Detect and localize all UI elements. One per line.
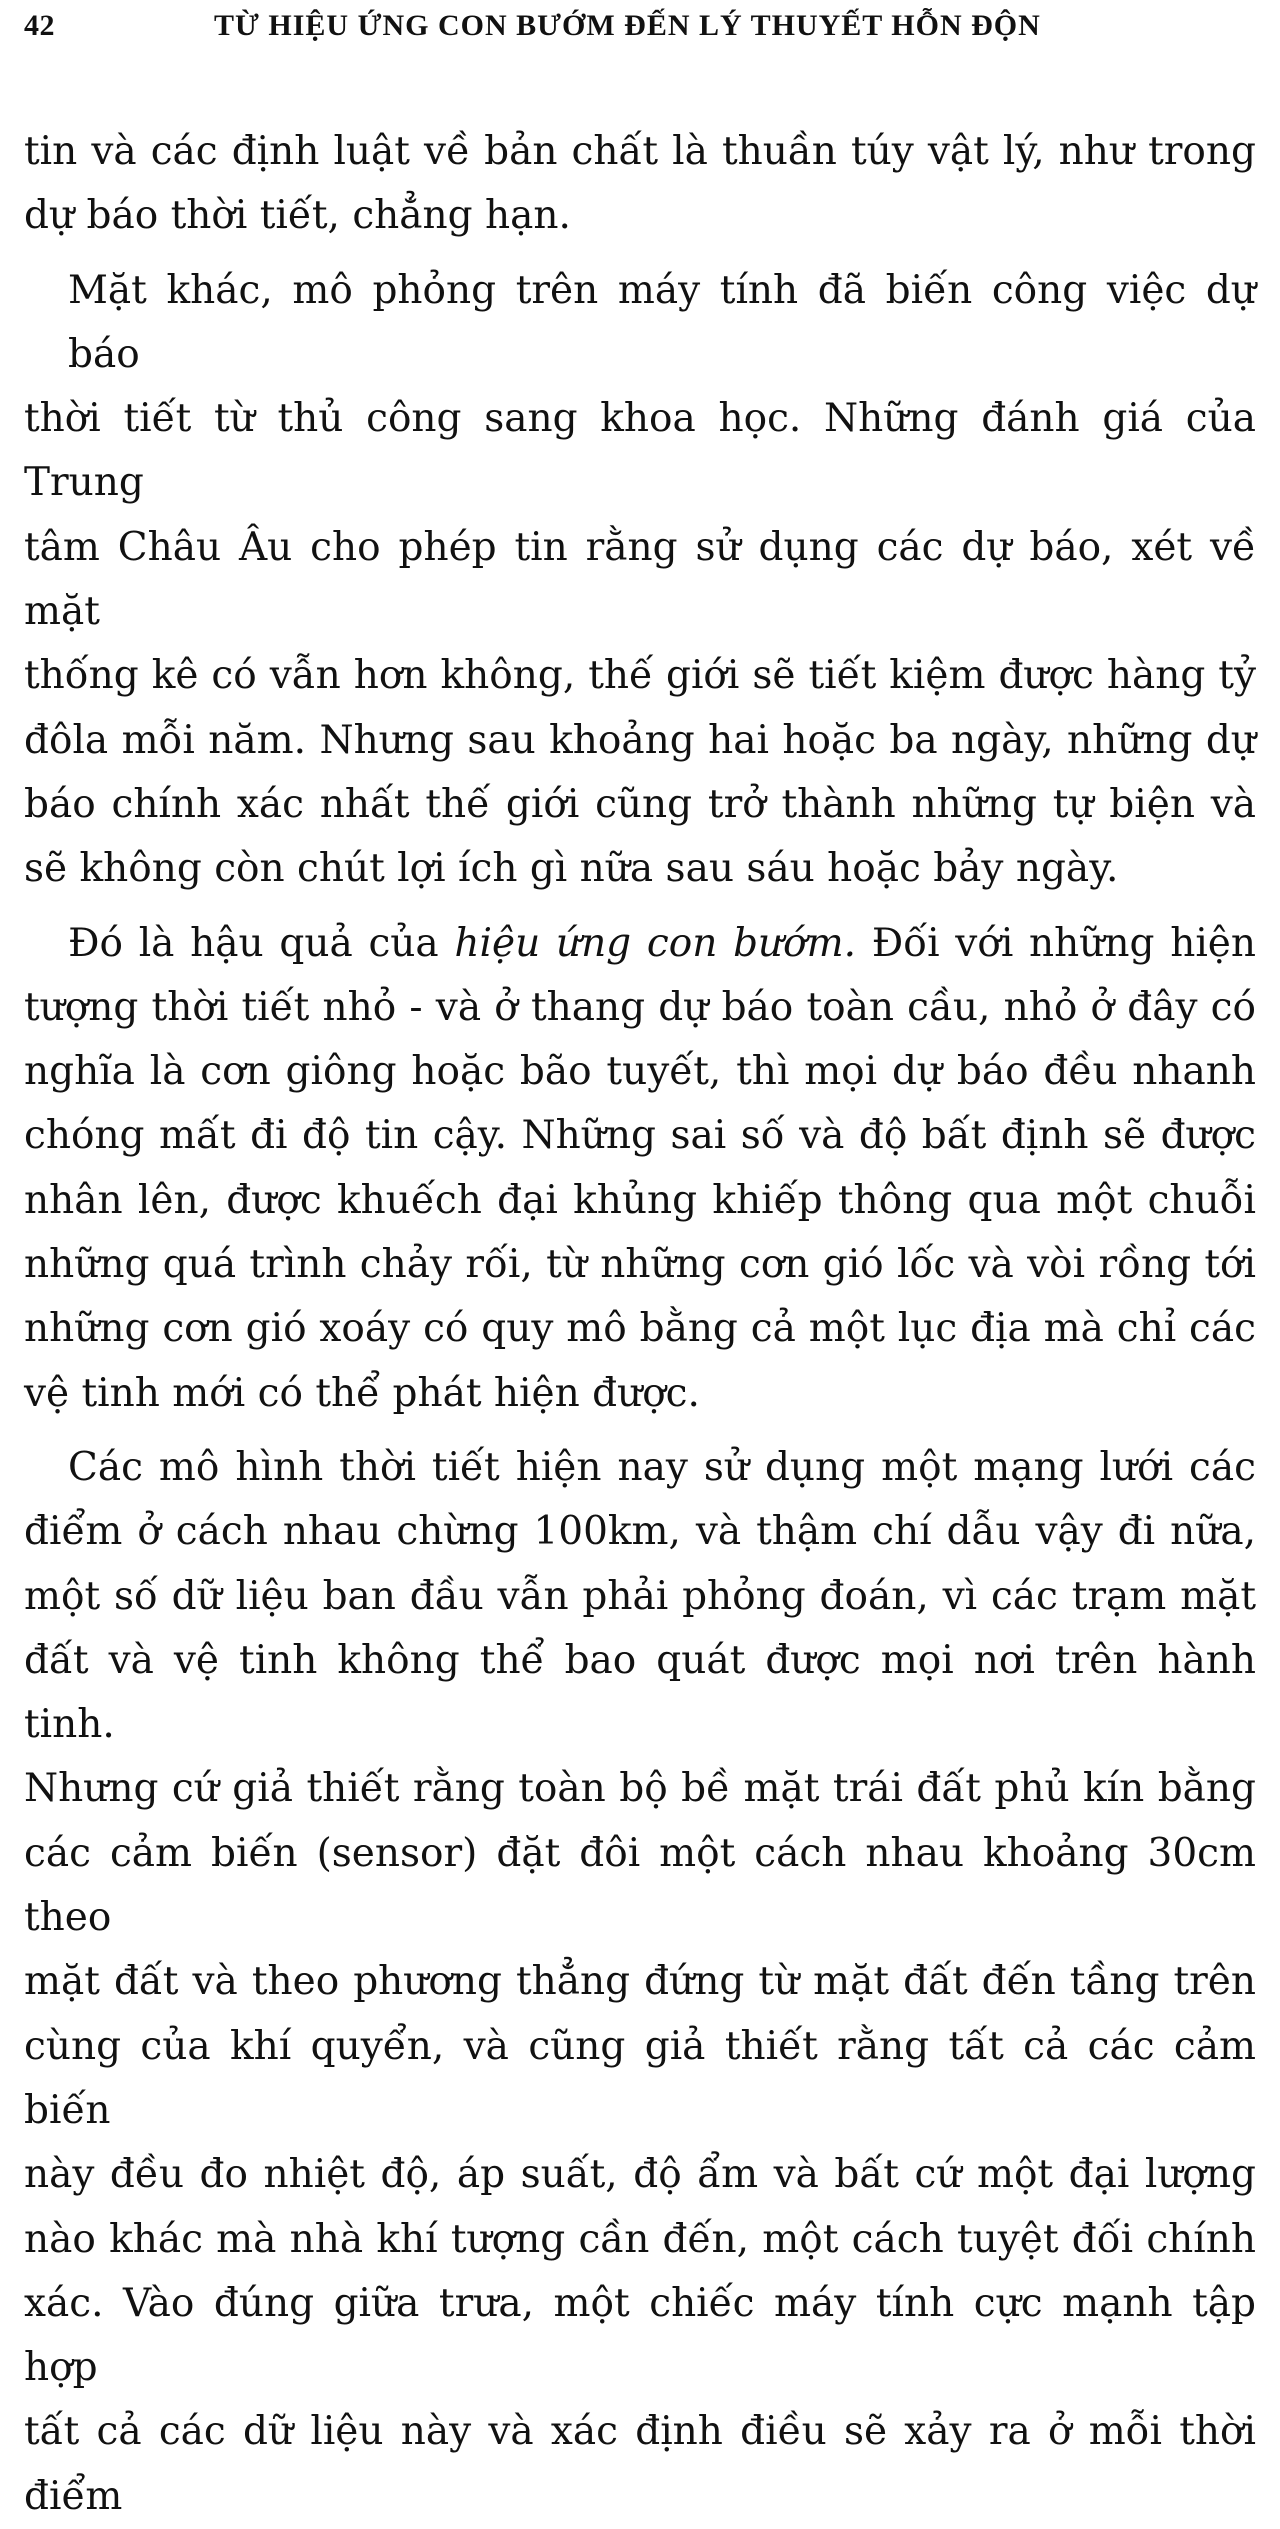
text-line: Các mô hình thời tiết hiện nay sử dụng một mạng lưới các	[68, 1444, 1256, 1490]
running-title: TỪ HIỆU ỨNG CON BƯỚM ĐẾN LÝ THUYẾT HỖN ĐỘN	[214, 9, 1041, 42]
text-line: thời tiết từ thủ công sang khoa học. Những đánh giá của Trung	[24, 396, 1256, 506]
text-line: những cơn gió xoáy có quy mô bằng cả một lục địa mà chỉ các	[24, 1306, 1256, 1352]
paragraph-1	[24, 120, 1256, 249]
text-line: Nhưng cứ giả thiết rằng toàn bộ bề mặt trái đất phủ kín bằng	[24, 1766, 1256, 1812]
text-line: tâm Châu Âu cho phép tin rằng sử dụng các dự báo, xét về mặt	[24, 524, 1256, 635]
body-text	[24, 120, 1256, 2529]
text-line: cùng của khí quyển, và cũng giả thiết rằng tất cả các cảm biến	[24, 2023, 1256, 2133]
text-line: tượng thời tiết nhỏ - và ở thang dự báo toàn cầu, nhỏ ở đây có	[24, 984, 1256, 1030]
text-line: đất và vệ tinh không thể bao quát được mọi nơi trên hành tinh.	[24, 1637, 1256, 1748]
text-line: vệ tinh mới có thể phát hiện được.	[24, 1370, 700, 1416]
emphasis-term: hiệu ứng con bướm.	[454, 920, 857, 966]
paragraph-2	[24, 259, 1256, 902]
text-line: một số dữ liệu ban đầu vẫn phải phỏng đoán, vì các trạm mặt	[24, 1573, 1256, 1619]
text-line: xác. Vào đúng giữa trưa, một chiếc máy tính cực mạnh tập hợp	[24, 2280, 1256, 2391]
text-line: nghĩa là cơn giông hoặc bão tuyết, thì mọi dự báo đều nhanh	[24, 1049, 1256, 1095]
text-run: Đó là hậu quả của	[68, 920, 455, 966]
text-line: chóng mất đi độ tin cậy. Những sai số và độ bất định sẽ được	[24, 1113, 1256, 1159]
paragraph-3	[24, 912, 1256, 1426]
text-line: thống kê có vẫn hơn không, thế giới sẽ tiết kiệm được hàng tỷ	[24, 653, 1256, 699]
text-line: dự báo thời tiết, chẳng hạn.	[24, 193, 571, 239]
text-line: tất cả các dữ liệu này và xác định điều sẽ xảy ra ở mỗi thời điểm	[24, 2409, 1256, 2519]
text-line: tin và các định luật về bản chất là thuần túy vật lý, như trong	[24, 129, 1256, 174]
text-line: mặt đất và theo phương thẳng đứng từ mặt đất đến tầng trên	[24, 1959, 1256, 2005]
text-line: các cảm biến (sensor) đặt đôi một cách nhau khoảng 30cm theo	[24, 1830, 1256, 1941]
text-line: báo chính xác nhất thế giới cũng trở thành những tự biện và	[24, 781, 1256, 827]
text-line: những quá trình chảy rối, từ những cơn gió lốc và vòi rồng tới	[24, 1242, 1256, 1288]
text-line: này đều đo nhiệt độ, áp suất, độ ẩm và bất cứ một đại lượng	[24, 2152, 1256, 2198]
text-run: Đối với những hiện	[856, 920, 1256, 966]
text-line	[24, 912, 1256, 976]
page-number: 42	[24, 9, 55, 42]
text-line: điểm ở cách nhau chừng 100km, và thậm chí dẫu vậy đi nữa,	[24, 1509, 1256, 1555]
text-line: đôla mỗi năm. Nhưng sau khoảng hai hoặc ba ngày, những dự	[24, 717, 1256, 763]
text-line: Mặt khác, mô phỏng trên máy tính đã biến công việc dự báo	[68, 267, 1256, 377]
page-header	[24, 6, 1256, 46]
text-line: sẽ không còn chút lợi ích gì nữa sau sáu hoặc bảy ngày.	[24, 846, 1119, 892]
text-line: nhân lên, được khuếch đại khủng khiếp thông qua một chuỗi	[24, 1177, 1256, 1223]
paragraph-4	[24, 1436, 1256, 2529]
text-line: nào khác mà nhà khí tượng cần đến, một cách tuyệt đối chính	[24, 2216, 1256, 2262]
